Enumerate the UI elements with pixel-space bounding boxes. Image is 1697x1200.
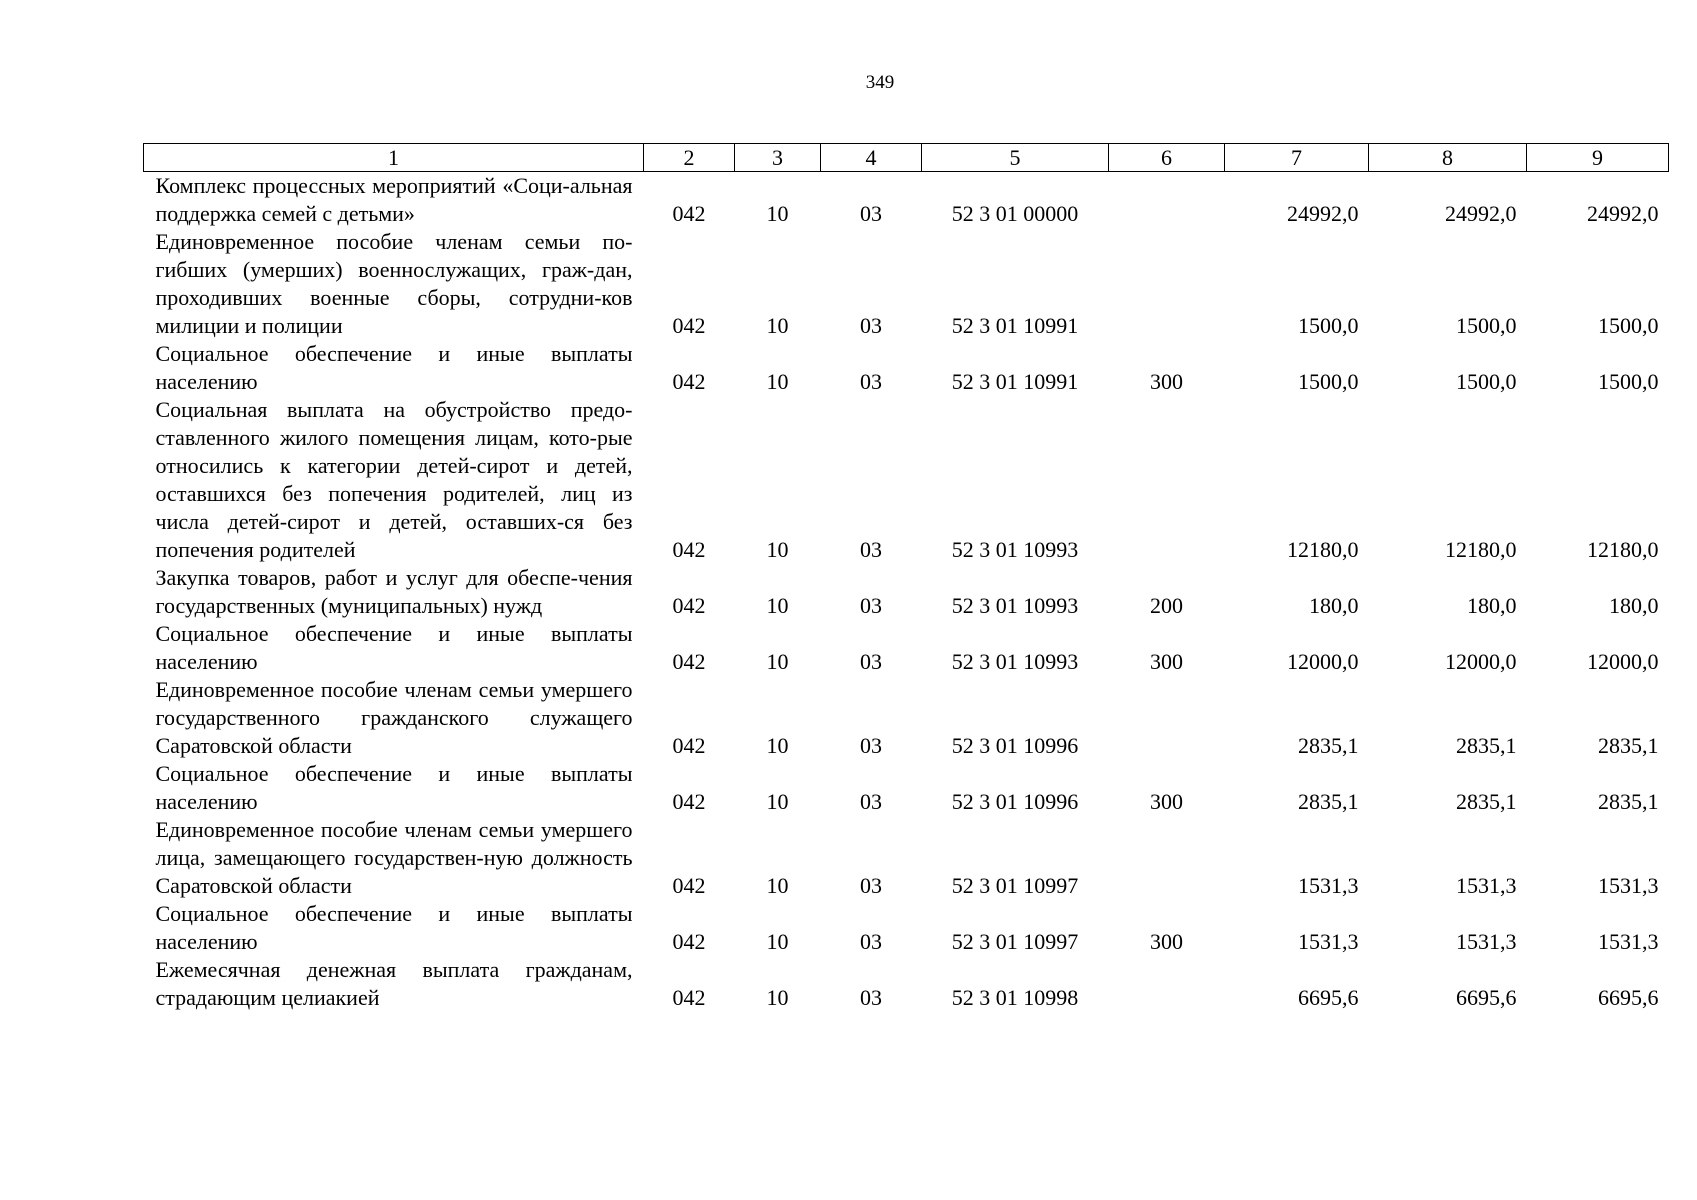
column-header: 2	[644, 144, 735, 172]
target-article-cell: 52 3 01 10993	[951, 537, 1079, 562]
section-cell: 10	[766, 929, 789, 954]
admin-code-cell: 042	[672, 789, 706, 814]
table-row	[144, 760, 1669, 816]
expense-type-cell: 300	[1150, 929, 1183, 954]
target-article-cell: 52 3 01 10996	[951, 733, 1079, 758]
table-row	[144, 340, 1669, 396]
expense-type-cell	[1109, 228, 1225, 340]
subsection-cell: 03	[860, 201, 882, 226]
amount-col9-cell: 1531,3	[1598, 929, 1659, 954]
column-header: 9	[1527, 144, 1669, 172]
subsection-cell: 03	[860, 873, 882, 898]
budget-table-container	[143, 143, 1668, 1012]
amount-col8-cell: 12000,0	[1445, 649, 1517, 674]
amount-col7-cell: 2835,1	[1298, 789, 1359, 814]
row-name-cell: Закупка товаров, работ и услуг для обеспе-чения государственных (муниципальных) нужд	[155, 565, 633, 618]
amount-col8-cell: 1500,0	[1456, 313, 1517, 338]
section-cell: 10	[766, 593, 789, 618]
expense-type-cell	[1109, 676, 1225, 760]
admin-code-cell: 042	[672, 593, 706, 618]
table-row	[144, 172, 1669, 229]
amount-col7-cell: 1500,0	[1298, 369, 1359, 394]
target-article-cell: 52 3 01 00000	[951, 201, 1079, 226]
column-header: 1	[144, 144, 644, 172]
target-article-cell: 52 3 01 10996	[951, 789, 1079, 814]
section-cell: 10	[766, 313, 789, 338]
row-name-cell: Социальное обеспечение и иные выплаты населению	[155, 621, 633, 674]
subsection-cell: 03	[860, 593, 882, 618]
section-cell: 10	[766, 369, 789, 394]
amount-col7-cell: 2835,1	[1298, 733, 1359, 758]
subsection-cell: 03	[860, 369, 882, 394]
subsection-cell: 03	[860, 733, 882, 758]
amount-col9-cell: 12180,0	[1587, 537, 1659, 562]
expense-type-cell	[1109, 396, 1225, 564]
amount-col8-cell: 2835,1	[1456, 733, 1517, 758]
column-header: 5	[922, 144, 1109, 172]
row-name-cell: Социальное обеспечение и иные выплаты населению	[155, 761, 633, 814]
target-article-cell: 52 3 01 10998	[951, 985, 1079, 1010]
amount-col7-cell: 1531,3	[1298, 873, 1359, 898]
expense-type-cell	[1109, 816, 1225, 900]
target-article-cell: 52 3 01 10993	[951, 593, 1079, 618]
subsection-cell: 03	[860, 313, 882, 338]
row-name-cell: Единовременное пособие членам семьи умершего государственного гражданского служащего Саратовской области	[155, 677, 633, 758]
table-row	[144, 228, 1669, 340]
amount-col8-cell: 6695,6	[1456, 985, 1517, 1010]
amount-col9-cell: 1500,0	[1598, 369, 1659, 394]
amount-col9-cell: 2835,1	[1598, 789, 1659, 814]
amount-col9-cell: 1531,3	[1598, 873, 1659, 898]
header-row	[144, 144, 1669, 172]
row-name-cell: Социальная выплата на обустройство предо-ставленного жилого помещения лицам, кото-рые относились к категории детей-сирот и детей, оставшихся без попечения родителей, лиц из числа детей-сирот и детей, оставших-ся без попечения родителей	[155, 397, 633, 562]
expense-type-cell: 300	[1150, 369, 1183, 394]
section-cell: 10	[766, 733, 789, 758]
expense-type-cell: 300	[1150, 789, 1183, 814]
subsection-cell: 03	[860, 789, 882, 814]
subsection-cell: 03	[860, 985, 882, 1010]
target-article-cell: 52 3 01 10993	[951, 649, 1079, 674]
target-article-cell: 52 3 01 10997	[951, 873, 1079, 898]
admin-code-cell: 042	[672, 985, 706, 1010]
admin-code-cell: 042	[672, 929, 706, 954]
amount-col7-cell: 24992,0	[1287, 201, 1359, 226]
table-row	[144, 816, 1669, 900]
admin-code-cell: 042	[672, 873, 706, 898]
table-row	[144, 564, 1669, 620]
table-row	[144, 620, 1669, 676]
column-header: 4	[821, 144, 922, 172]
amount-col9-cell: 2835,1	[1598, 733, 1659, 758]
amount-col9-cell: 6695,6	[1598, 985, 1659, 1010]
subsection-cell: 03	[860, 929, 882, 954]
column-header: 6	[1109, 144, 1225, 172]
row-name-cell: Социальное обеспечение и иные выплаты населению	[155, 341, 633, 394]
amount-col9-cell: 180,0	[1609, 593, 1659, 618]
expense-type-cell	[1109, 172, 1225, 229]
table-row	[144, 956, 1669, 1012]
row-name-cell: Единовременное пособие членам семьи по-гибших (умерших) военнослужащих, граж-дан, проходивших военные сборы, сотрудни-ков милиции и полиции	[155, 229, 633, 338]
target-article-cell: 52 3 01 10991	[951, 369, 1079, 394]
admin-code-cell: 042	[672, 369, 706, 394]
table-body	[144, 172, 1669, 1013]
target-article-cell: 52 3 01 10997	[951, 929, 1079, 954]
subsection-cell: 03	[860, 537, 882, 562]
admin-code-cell: 042	[672, 201, 706, 226]
amount-col7-cell: 12180,0	[1287, 537, 1359, 562]
row-name-cell: Единовременное пособие членам семьи умершего лица, замещающего государствен-ную должность Саратовской области	[155, 817, 633, 898]
row-name-cell: Социальное обеспечение и иные выплаты населению	[155, 901, 633, 954]
section-cell: 10	[766, 201, 789, 226]
table-row	[144, 396, 1669, 564]
section-cell: 10	[766, 873, 789, 898]
budget-table	[143, 143, 1669, 1012]
amount-col9-cell: 24992,0	[1587, 201, 1659, 226]
amount-col7-cell: 1531,3	[1298, 929, 1359, 954]
amount-col7-cell: 1500,0	[1298, 313, 1359, 338]
expense-type-cell	[1109, 956, 1225, 1012]
amount-col8-cell: 1500,0	[1456, 369, 1517, 394]
amount-col8-cell: 180,0	[1467, 593, 1517, 618]
section-cell: 10	[766, 537, 789, 562]
section-cell: 10	[766, 789, 789, 814]
amount-col7-cell: 6695,6	[1298, 985, 1359, 1010]
admin-code-cell: 042	[672, 649, 706, 674]
admin-code-cell: 042	[672, 733, 706, 758]
amount-col7-cell: 12000,0	[1287, 649, 1359, 674]
row-name-cell: Ежемесячная денежная выплата гражданам, страдающим целиакией	[155, 957, 633, 1010]
expense-type-cell: 200	[1150, 593, 1183, 618]
subsection-cell: 03	[860, 649, 882, 674]
admin-code-cell: 042	[672, 313, 706, 338]
amount-col8-cell: 2835,1	[1456, 789, 1517, 814]
expense-type-cell: 300	[1150, 649, 1183, 674]
section-cell: 10	[766, 985, 789, 1010]
amount-col9-cell: 1500,0	[1598, 313, 1659, 338]
amount-col8-cell: 24992,0	[1445, 201, 1517, 226]
target-article-cell: 52 3 01 10991	[951, 313, 1079, 338]
column-header: 3	[735, 144, 821, 172]
table-row	[144, 676, 1669, 760]
amount-col9-cell: 12000,0	[1587, 649, 1659, 674]
amount-col8-cell: 1531,3	[1456, 873, 1517, 898]
amount-col8-cell: 1531,3	[1456, 929, 1517, 954]
column-header: 7	[1225, 144, 1369, 172]
admin-code-cell: 042	[672, 537, 706, 562]
column-header: 8	[1369, 144, 1527, 172]
row-name-cell: Комплекс процессных мероприятий «Соци-альная поддержка семей с детьми»	[155, 173, 633, 226]
section-cell: 10	[766, 649, 789, 674]
page-number: 349	[865, 72, 895, 93]
amount-col8-cell: 12180,0	[1445, 537, 1517, 562]
amount-col7-cell: 180,0	[1309, 593, 1359, 618]
table-row	[144, 900, 1669, 956]
